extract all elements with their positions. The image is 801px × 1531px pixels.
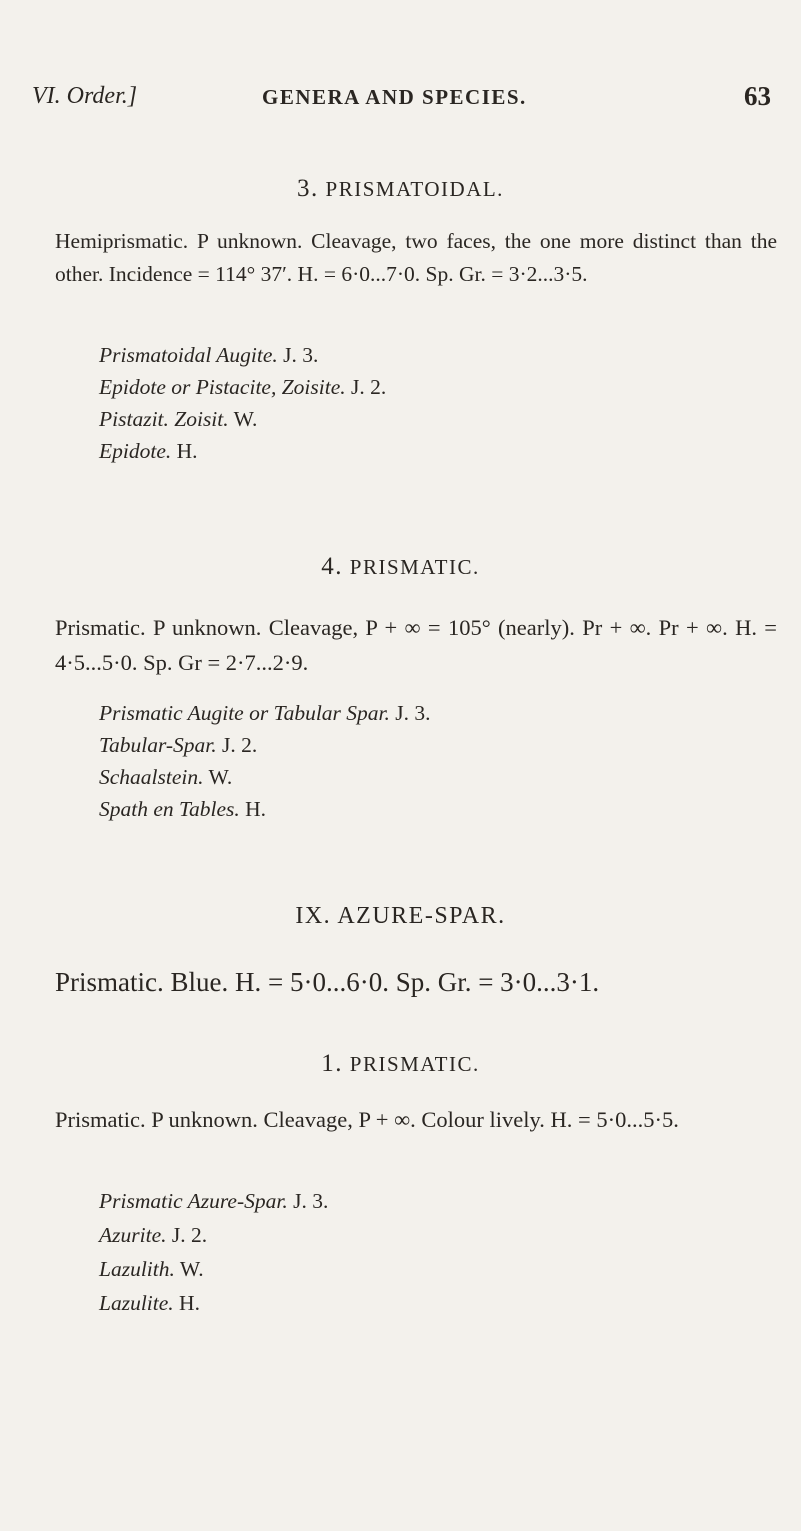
species-number: 4. bbox=[321, 553, 344, 580]
synonym-entry: Epidote. H. bbox=[99, 439, 198, 463]
species-title: PRISMATIC. bbox=[349, 1052, 480, 1076]
species-number: 3. bbox=[297, 175, 319, 202]
synonym-entry: Azurite. J. 2. bbox=[99, 1223, 208, 1247]
synonym-entry: Tabular-Spar. J. 2. bbox=[99, 733, 258, 757]
synonym-entry: Prismatic Azure-Spar. J. 3. bbox=[99, 1189, 329, 1213]
species-heading-3 bbox=[0, 175, 801, 203]
synonym-entry: Prismatoidal Augite. J. 3. bbox=[99, 343, 319, 367]
synonym-list-1 bbox=[99, 1184, 328, 1320]
synonym-list-4 bbox=[99, 697, 431, 825]
species-title: PRISMATIC. bbox=[349, 555, 480, 579]
genus-description: Prismatic. Blue. H. = 5·0...6·0. Sp. Gr. = 3·0...3·1. bbox=[55, 967, 600, 997]
page-number: 63 bbox=[744, 81, 771, 111]
species-number: 1. bbox=[321, 1050, 344, 1077]
synonym-entry: Lazulith. W. bbox=[99, 1257, 204, 1281]
running-head-title: GENERA AND SPECIES. bbox=[262, 85, 527, 109]
synonym-entry: Spath en Tables. H. bbox=[99, 797, 267, 821]
species-title: PRISMATOIDAL. bbox=[325, 177, 504, 201]
species-description-4: Prismatic. P unknown. Cleavage, P + ∞ = 105° (nearly). Pr + ∞. Pr + ∞. H. = 4·5...5·0. Sp. Gr = 2·7...2·9. bbox=[55, 615, 777, 675]
running-head bbox=[32, 83, 771, 117]
species-heading-4 bbox=[0, 553, 801, 581]
synonym-entry: Schaalstein. W. bbox=[99, 765, 233, 789]
genus-heading: IX. AZURE-SPAR. bbox=[295, 903, 506, 929]
synonym-entry: Pistazit. Zoisit. W. bbox=[99, 407, 258, 431]
species-heading-1 bbox=[0, 1050, 801, 1078]
synonym-entry: Lazulite. H. bbox=[99, 1291, 200, 1315]
species-description-1: Prismatic. P unknown. Cleavage, P + ∞. Colour lively. H. = 5·0...5·5. bbox=[55, 1107, 679, 1132]
synonym-entry: Epidote or Pistacite, Zoisite. J. 2. bbox=[99, 375, 387, 399]
running-head-chapter: VI. Order.] bbox=[32, 83, 138, 109]
synonym-entry: Prismatic Augite or Tabular Spar. J. 3. bbox=[99, 701, 431, 725]
species-description-3: Hemiprismatic. P unknown. Cleavage, two faces, the one more distinct than the other. Incidence = 114° 37′. H. = 6·0...7·0. Sp. Gr. = 3·2...3·5. bbox=[55, 229, 777, 286]
synonym-list-3 bbox=[99, 339, 386, 467]
